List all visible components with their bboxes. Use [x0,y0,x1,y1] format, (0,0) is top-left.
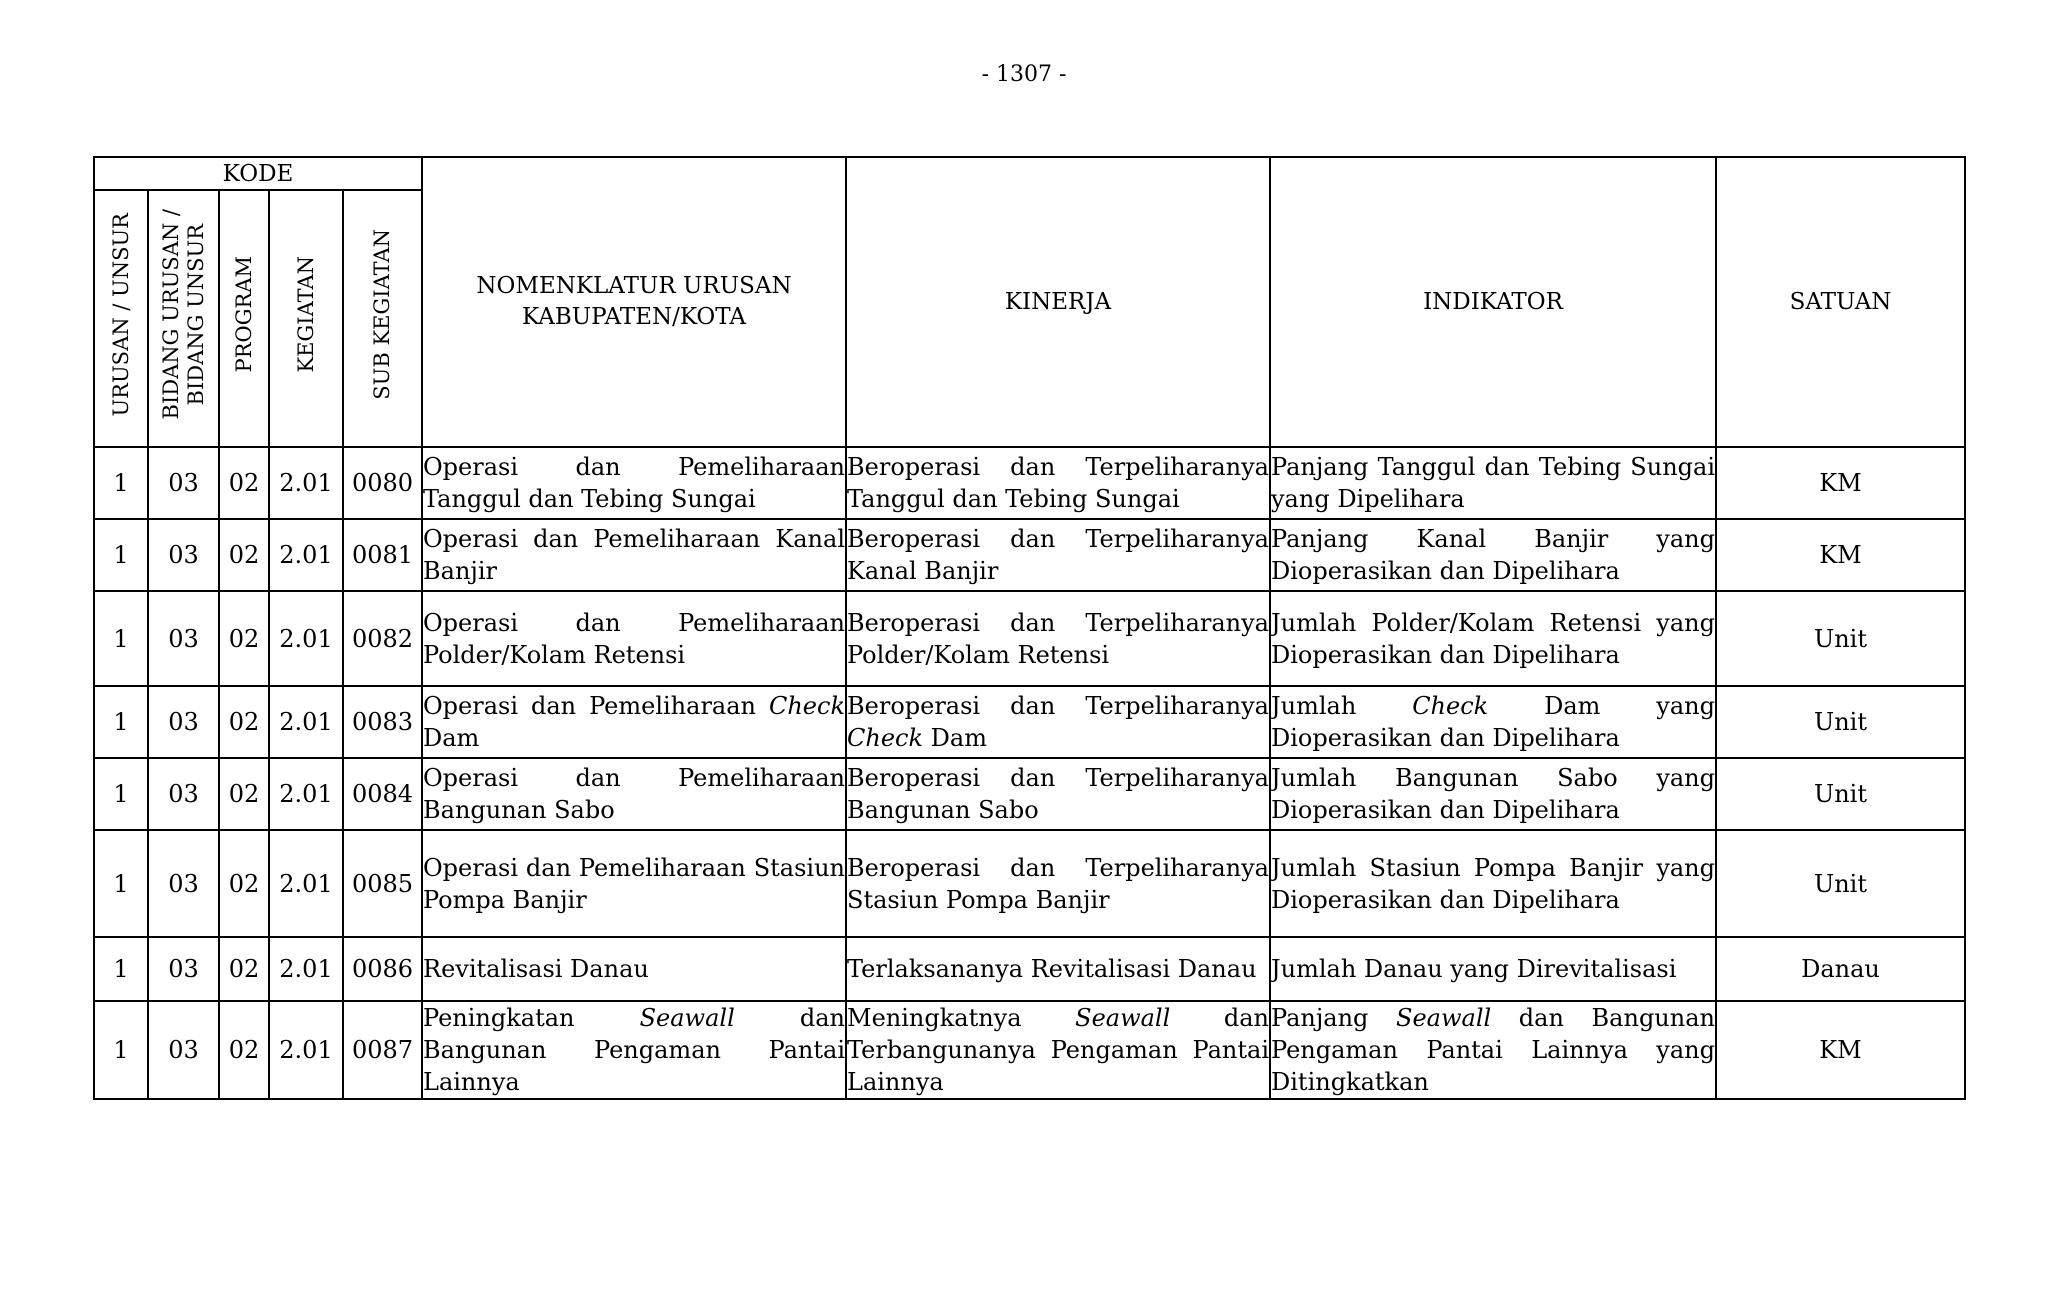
indikator-text-part: Panjang [1271,1004,1397,1032]
program-cell: 02 [219,758,269,830]
table-row [94,447,1965,519]
nomenklatur-text-part: Seawall [639,1004,735,1032]
urusan-cell: 1 [94,830,148,937]
indikator-cell: Panjang Tanggul dan Tebing Sungai yang Dipelihara [1270,447,1716,519]
indikator-header: INDIKATOR [1270,157,1716,447]
indikator-cell [1270,686,1716,758]
kegiatan-cell: 2.01 [269,686,343,758]
kinerja-cell: Beroperasi dan Terpeliharanya Polder/Kolam Retensi [846,591,1270,686]
urusan-header [94,190,148,447]
nomenklatur-header [422,157,846,447]
program-cell: 02 [219,830,269,937]
bidang-cell: 03 [148,686,219,758]
kegiatan-cell: 2.01 [269,1001,343,1099]
sub-kegiatan-cell: 0084 [343,758,422,830]
kinerja-cell: Beroperasi dan Terpeliharanya Bangunan Sabo [846,758,1270,830]
bidang-cell: 03 [148,937,219,1001]
sub-kegiatan-cell: 0087 [343,1001,422,1099]
nomenklatur-cell [422,1001,846,1099]
urusan-cell: 1 [94,519,148,591]
satuan-cell: Unit [1716,591,1965,686]
indikator-cell [1270,1001,1716,1099]
kinerja-cell: Beroperasi dan Terpeliharanya Tanggul dan Tebing Sungai [846,447,1270,519]
program-header-label: PROGRAM [231,256,256,373]
table-row [94,519,1965,591]
nomenklatur-cell: Operasi dan Pemeliharaan Polder/Kolam Retensi [422,591,846,686]
kinerja-text-part: dan Terbangunanya Pengaman Pantai Lainnya [847,1004,1269,1096]
sub-kegiatan-cell: 0081 [343,519,422,591]
kegiatan-cell: 2.01 [269,758,343,830]
indikator-text-part: Dam yang Dioperasikan dan Dipelihara [1271,692,1715,752]
nomenklatur-cell: Revitalisasi Danau [422,937,846,1001]
urusan-header-label: URUSAN / UNSUR [108,212,133,417]
nomenklatur-header-line2: KABUPATEN/KOTA [522,304,746,330]
kinerja-cell: Beroperasi dan Terpeliharanya Kanal Banjir [846,519,1270,591]
kegiatan-cell: 2.01 [269,519,343,591]
kinerja-cell: Terlaksananya Revitalisasi Danau [846,937,1270,1001]
nomenklatur-text-part: Check [768,692,845,720]
table-row [94,937,1965,1001]
kegiatan-cell: 2.01 [269,447,343,519]
bidang-cell: 03 [148,519,219,591]
nomenklatur-text-part: Peningkatan [423,1004,640,1032]
sub-kegiatan-cell: 0082 [343,591,422,686]
nomenklatur-cell: Operasi dan Pemeliharaan Stasiun Pompa Banjir [422,830,846,937]
program-cell: 02 [219,519,269,591]
nomenclature-table [93,156,1966,1100]
satuan-cell: KM [1716,447,1965,519]
satuan-header: SATUAN [1716,157,1965,447]
sub-kegiatan-cell: 0085 [343,830,422,937]
satuan-cell: Unit [1716,830,1965,937]
urusan-cell: 1 [94,591,148,686]
indikator-cell: Jumlah Bangunan Sabo yang Dioperasikan dan Dipelihara [1270,758,1716,830]
kinerja-cell [846,686,1270,758]
table-row [94,758,1965,830]
nomenklatur-cell [422,686,846,758]
program-header [219,190,269,447]
indikator-cell: Panjang Kanal Banjir yang Dioperasikan dan Dipelihara [1270,519,1716,591]
table-row [94,1001,1965,1099]
urusan-cell: 1 [94,447,148,519]
kegiatan-header [269,190,343,447]
nomenklatur-text-part: Operasi dan Pemeliharaan [423,692,769,720]
bidang-header [148,190,219,447]
nomenklatur-cell: Operasi dan Pemeliharaan Bangunan Sabo [422,758,846,830]
program-cell: 02 [219,1001,269,1099]
satuan-cell: Unit [1716,758,1965,830]
kinerja-cell: Beroperasi dan Terpeliharanya Stasiun Pompa Banjir [846,830,1270,937]
kinerja-text-part: Beroperasi dan Terpeliharanya [847,692,1269,720]
sub-kegiatan-cell: 0080 [343,447,422,519]
indikator-text-part: Seawall [1396,1004,1492,1032]
nomenklatur-cell: Operasi dan Pemeliharaan Tanggul dan Tebing Sungai [422,447,846,519]
sub-kegiatan-header-label: SUB KEGIATAN [370,229,394,400]
table-row [94,830,1965,937]
kinerja-cell [846,1001,1270,1099]
indikator-cell: Jumlah Danau yang Direvitalisasi [1270,937,1716,1001]
table-row [94,686,1965,758]
bidang-header-label [159,209,209,419]
bidang-header-line2: BIDANG UNSUR [183,223,208,406]
kegiatan-header-label: KEGIATAN [293,256,318,373]
bidang-cell: 03 [148,591,219,686]
kinerja-text-part: Seawall [1075,1004,1171,1032]
bidang-cell: 03 [148,1001,219,1099]
bidang-cell: 03 [148,830,219,937]
urusan-cell: 1 [94,937,148,1001]
indikator-text-part: Jumlah [1271,692,1413,720]
satuan-cell: Unit [1716,686,1965,758]
sub-kegiatan-cell: 0086 [343,937,422,1001]
urusan-cell: 1 [94,758,148,830]
kegiatan-cell: 2.01 [269,937,343,1001]
nomenklatur-text-part: dan Bangunan Pengaman Pantai Lainnya [423,1004,845,1096]
table-body [94,447,1965,1099]
urusan-cell: 1 [94,686,148,758]
indikator-cell: Jumlah Stasiun Pompa Banjir yang Dioperasikan dan Dipelihara [1270,830,1716,937]
program-cell: 02 [219,447,269,519]
kinerja-text-part: Dam [923,724,987,752]
indikator-text-part: Check [1412,692,1489,720]
satuan-cell: KM [1716,519,1965,591]
program-cell: 02 [219,591,269,686]
sub-kegiatan-cell: 0083 [343,686,422,758]
kinerja-text-part: Check [847,724,924,752]
kinerja-header: KINERJA [846,157,1270,447]
nomenklatur-cell: Operasi dan Pemeliharaan Kanal Banjir [422,519,846,591]
program-cell: 02 [219,937,269,1001]
kegiatan-cell: 2.01 [269,830,343,937]
table-row [94,591,1965,686]
indikator-cell: Jumlah Polder/Kolam Retensi yang Dioperasikan dan Dipelihara [1270,591,1716,686]
table-header [94,157,1965,447]
satuan-cell: Danau [1716,937,1965,1001]
nomenklatur-text-part: Dam [423,724,480,752]
satuan-cell: KM [1716,1001,1965,1099]
bidang-header-line1: BIDANG URUSAN / [158,209,183,420]
program-cell: 02 [219,686,269,758]
kegiatan-cell: 2.01 [269,591,343,686]
bidang-cell: 03 [148,758,219,830]
sub-kegiatan-header [343,190,422,447]
kinerja-text-part: Meningkatnya [847,1004,1076,1032]
nomenklatur-header-line1: NOMENKLATUR URUSAN [476,273,792,299]
kode-header: KODE [94,157,422,190]
bidang-cell: 03 [148,447,219,519]
urusan-cell: 1 [94,1001,148,1099]
indikator-text-part: dan Bangunan Pengaman Pantai Lainnya yang Ditingkatkan [1271,1004,1715,1096]
page-number: - 1307 - [981,62,1067,87]
